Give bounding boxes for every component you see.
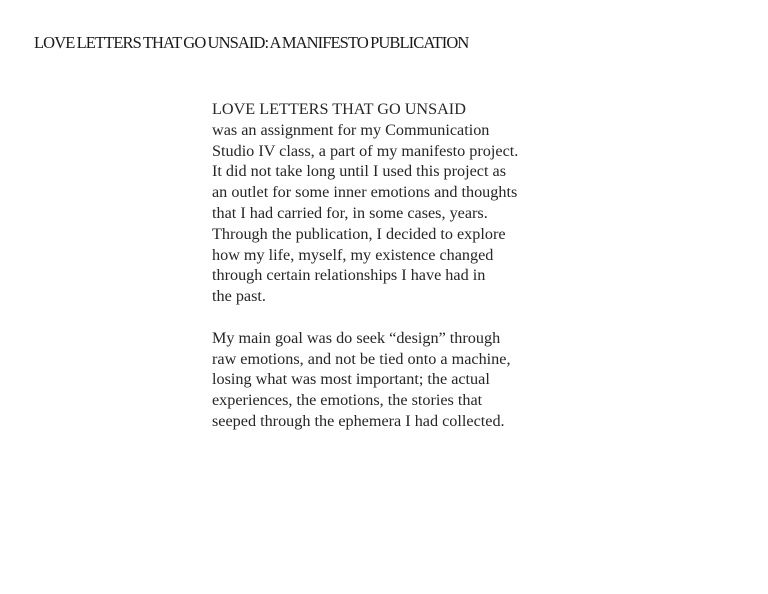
text-line: seeped through the ephemera I had collected. [212,411,505,430]
text-line: that I had carried for, in some cases, years. [212,203,488,222]
text-line: experiences, the emotions, the stories that [212,391,483,410]
page-title: LOVE LETTERS THAT GO UNSAID: A MANIFESTO PUBLICATION [34,33,469,52]
body-text [212,99,572,432]
text-line: the past. [212,287,266,306]
paragraph-goal [212,328,572,432]
text-line: Through the publication, I decided to explore [212,224,506,243]
text-line: LOVE LETTERS THAT GO UNSAID [212,100,466,118]
text-line: It did not take long until I used this project as [212,162,507,181]
text-line: Studio IV class, a part of my manifesto project. [212,141,519,160]
text-line: through certain relationships I have had in [212,266,486,285]
text-line: an outlet for some inner emotions and thoughts [212,183,518,202]
text-line: losing what was most important; the actual [212,370,490,389]
text-line: My main goal was do seek “design” through [212,328,501,347]
paragraph-intro [212,99,572,307]
text-line: raw emotions, and not be tied onto a machine, [212,349,511,368]
text-line: was an assignment for my Communication [212,120,490,139]
text-line: how my life, myself, my existence changed [212,245,494,264]
